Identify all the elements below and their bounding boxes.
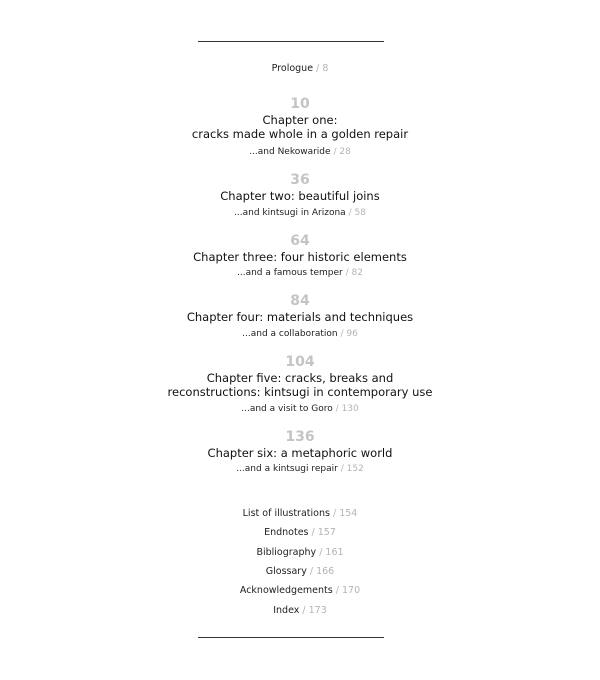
subsection-label: ...and kintsugi in Arizona (234, 208, 346, 218)
entry-separator: / (340, 329, 344, 339)
entry-separator: / (309, 566, 314, 577)
entry-label: Prologue (271, 63, 314, 74)
chapter-page-number: 36 (290, 172, 310, 188)
chapter-title: Chapter three: four historic elements (193, 250, 407, 264)
entry-separator: / (335, 404, 339, 414)
entry-separator: / (319, 547, 323, 558)
entry-separator: / (332, 508, 337, 519)
chapter-title: Chapter four: materials and techniques (186, 310, 414, 324)
chapter-title-continued: reconstructions: kintsugi in contemporary use (167, 385, 433, 399)
toc-entry-index[interactable] (0, 605, 600, 617)
toc-entry-prologue[interactable] (0, 63, 600, 75)
chapter-page-number: 104 (285, 354, 315, 370)
chapter-subsection[interactable] (0, 207, 600, 219)
subsection-page-number: 152 (346, 464, 364, 474)
entry-label: Endnotes (264, 527, 309, 538)
entry-separator: / (316, 63, 320, 74)
chapter-title: Chapter one: (262, 113, 338, 127)
entry-page-number: 157 (317, 527, 336, 538)
entry-label: Bibliography (256, 547, 317, 558)
chapter-page-number: 10 (290, 96, 310, 112)
entry-label: Index (273, 605, 300, 616)
entry-separator: / (302, 605, 306, 616)
subsection-page-number: 58 (354, 208, 366, 218)
subsection-page-number: 82 (351, 268, 363, 278)
subsection-label: ...and Nekowaride (249, 147, 331, 157)
entry-separator: / (335, 585, 339, 596)
chapter-title-continued: cracks made whole in a golden repair (191, 127, 409, 141)
entry-page-number: 170 (341, 585, 361, 596)
entry-separator: / (311, 527, 315, 538)
chapter-subsection[interactable] (0, 328, 600, 340)
entry-page-number: 173 (308, 605, 327, 616)
entry-label: Glossary (265, 566, 307, 577)
entry-separator: / (340, 464, 344, 474)
subsection-page-number: 96 (346, 329, 358, 339)
top-rule (198, 41, 384, 42)
entry-separator: / (333, 147, 337, 157)
subsection-page-number: 130 (341, 404, 359, 414)
bottom-rule (198, 637, 384, 638)
entry-page-number: 8 (322, 63, 329, 74)
entry-label: List of illustrations (242, 508, 330, 519)
chapter-title: Chapter two: beautiful joins (220, 189, 380, 203)
entry-page-number: 166 (316, 566, 335, 577)
chapter-title: Chapter six: a metaphoric world (207, 446, 393, 460)
entry-page-number: 154 (339, 508, 358, 519)
entry-separator: / (345, 268, 349, 278)
chapter-subsection[interactable] (0, 403, 600, 415)
chapter-page-number: 136 (285, 429, 315, 445)
entry-separator: / (348, 208, 352, 218)
entry-page-number: 161 (325, 547, 344, 558)
subsection-label: ...and a collaboration (242, 329, 338, 339)
subsection-label: ...and a famous temper (237, 268, 343, 278)
toc-entry-acknowledgements[interactable] (0, 585, 600, 597)
subsection-page-number: 28 (339, 147, 351, 157)
chapter-subsection[interactable] (0, 463, 600, 475)
chapter-subsection[interactable] (0, 267, 600, 279)
entry-label: Acknowledgements (239, 585, 333, 596)
chapter-title: Chapter five: cracks, breaks and (206, 371, 394, 385)
chapter-page-number: 64 (290, 233, 310, 249)
toc-entry-endnotes[interactable] (0, 527, 600, 539)
chapter-subsection[interactable] (0, 146, 600, 158)
subsection-label: ...and a kintsugi repair (236, 464, 338, 474)
toc-entry-list-of-illustrations[interactable] (0, 508, 600, 520)
subsection-label: ...and a visit to Goro (241, 404, 333, 414)
chapter-page-number: 84 (290, 293, 310, 309)
toc-entry-glossary[interactable] (0, 566, 600, 578)
toc-entry-bibliography[interactable] (0, 547, 600, 559)
